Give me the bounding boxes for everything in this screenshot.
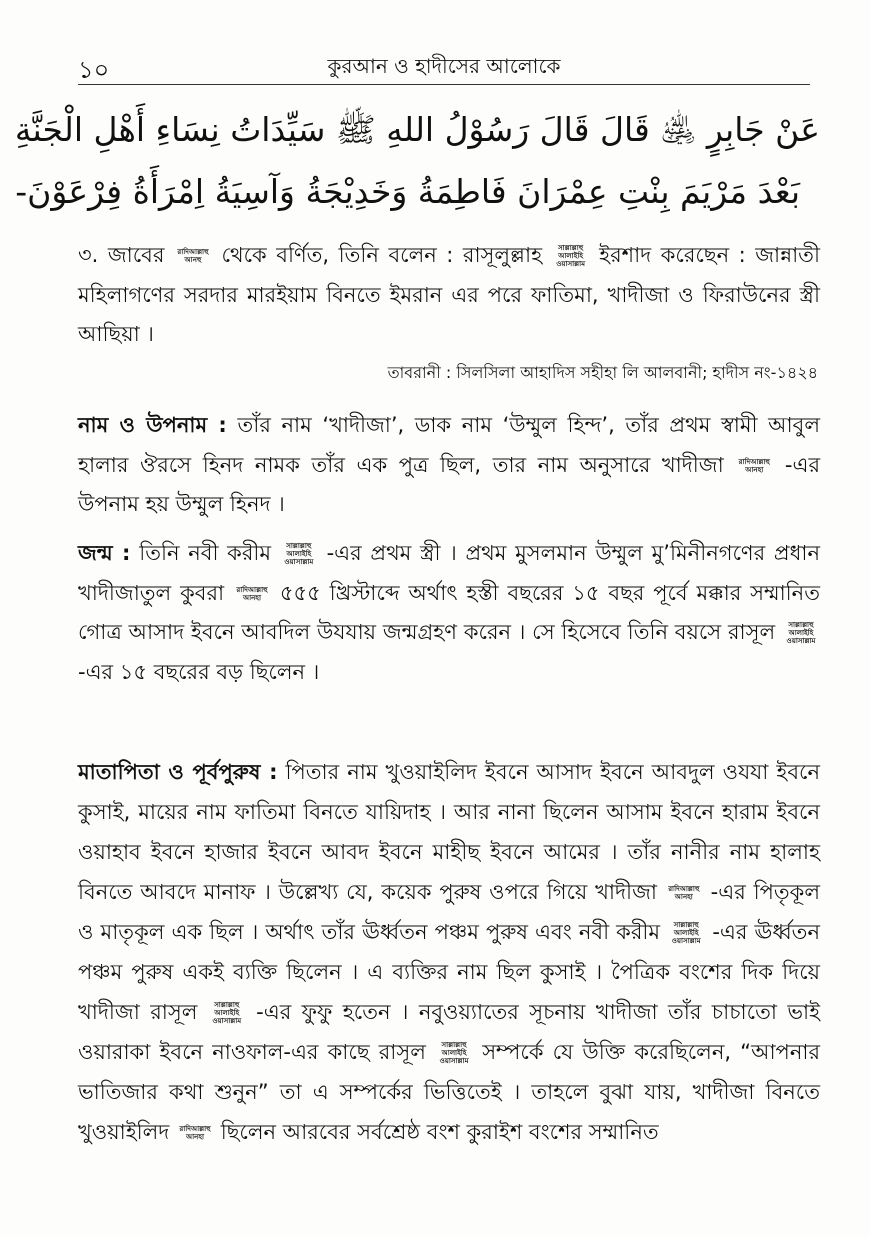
honorific-radiha: রাদিআল্লাহু আনহা: [236, 585, 268, 602]
hadith-text: ৩. জাবের: [78, 243, 165, 267]
hadith-source: তাবরানী : সিলসিলা আহাদিস সহীহা লি আলবানী; হাদীস নং-১৪২৪: [387, 363, 818, 382]
honorific-radi: রাদিআল্লাহু আনহু: [177, 248, 209, 264]
honorific-saw: সাল্লাল্লাহু আলাইহি ওয়াসাল্লাম: [786, 621, 816, 645]
honorific-radiha: রাদিআল্লাহু আনহা: [738, 457, 770, 474]
lineage-section: [78, 752, 820, 1152]
running-title: কুরআন ও হাদীসের আলোকে: [327, 54, 561, 78]
arabic-hadith-line-2: بَعْدَ مَرْيَمَ بِنْتِ عِمْرَانَ فَاطِمَةُ وَخَدِيْجَةُ وَآسِيَةُ اِمْرَأَةُ فِرْعَوْنَ-: [15, 172, 800, 211]
section-text: -এর উপনাম হয় উম্মুল হিনদ ।: [78, 452, 820, 516]
honorific-saw: সাল্লাল্লাহু আলাইহি ওয়াসাল্লাম: [284, 542, 314, 566]
name-section: [78, 406, 820, 525]
section-text: -এর ঊর্ধ্বতন পঞ্চম পুরুষ একই ব্যক্তি ছিলেন । এ ব্যক্তির নাম ছিল কুসাই । পৈত্রিক বংশের দিক দিয়ে খাদীজা রাসূল: [78, 920, 820, 1024]
honorific-radiha: রাদিআল্লাহু আনহা: [668, 885, 700, 901]
honorific-saw: সাল্লাল্লাহু আলাইহি ওয়াসাল্লাম: [212, 1001, 242, 1025]
section-text: তাঁর নাম ‘খাদীজা’, ডাক নাম ‘উম্মুল হিন্দ’, তাঁর প্রথম স্বামী আবুল হালার ঔরসে হিনদ নামক তাঁর এক পুত্র ছিল, তার নাম অনুসারে খাদীজা: [78, 413, 820, 477]
page-header: [78, 44, 810, 85]
section-text: পিতার নাম খুওয়াইলিদ ইবনে আসাদ ইবনে আবদুল ওযযা ইবনে কুসাই, মায়ের নাম ফাতিমা বিনতে যায়িদাহ । আর নানা ছিলেন আসাম ইবনে হারাম ইবনে ওয়াহাব ইবনে হাজার ইবনে আবদ ইবনে মাহীছ ইবনে আমের । তাঁর নানীর নাম হালাহ বিনতে আবদে মানাফ । উল্লেখ্য যে, কয়েক পুরুষ ওপরে গিয়ে খাদীজা: [78, 760, 820, 904]
section-text: ৫৫৫ খ্রিস্টাব্দে অর্থাৎ হস্তী বছরের ১৫ বছর পূর্বে মক্কার সম্মানিত গোত্র আসাদ ইবনে আবদিল উযযায় জন্মগ্রহণ করেন । সে হিসেবে তিনি বয়সে রাসূল: [78, 580, 820, 644]
hadith-text: থেকে বর্ণিত, তিনি বলেন : রাসূলুল্লাহ: [221, 243, 543, 267]
section-text: তিনি নবী করীম: [139, 541, 272, 565]
section-label: নাম ও উপনাম :: [78, 413, 227, 437]
page-number: ১০: [78, 56, 110, 84]
section-text: ছিলেন আরবের সর্বশ্রেষ্ঠ বংশ কুরাইশ বংশের সম্মানিত: [220, 1120, 659, 1144]
honorific-saw: সাল্লাল্লাহু আলাইহি ওয়াসাল্লাম: [671, 921, 701, 945]
honorific-saw: সাল্লাল্লাহু আলাইহি ওয়াসাল্লাম: [439, 1041, 469, 1065]
section-text: -এর ১৫ বছরের বড় ছিলেন ।: [78, 659, 320, 684]
honorific-saw: সাল্লাল্লাহু আলাইহি ওয়াসাল্লাম: [556, 244, 586, 268]
birth-section: [78, 534, 820, 692]
section-label: মাতাপিতা ও পূর্বপুরুষ :: [78, 760, 278, 784]
honorific-radiha: রাদিআল্লাহু আনহা: [179, 1125, 211, 1141]
arabic-hadith-line-1: عَنْ جَابِرٍ ﵁ قَالَ قَالَ رَسُوْلُ اللهِ ﷺ سَيِّدَاتُ نِسَاءِ أَهْلِ الْجَنَّةِ: [14, 110, 820, 149]
section-label: জন্ম :: [78, 541, 131, 565]
section-text: -এর পিতৃকূল ও মাতৃকূল এক ছিল । অর্থাৎ তাঁর ঊর্ধ্বতন পঞ্চম পুরুষ এবং নবী করীম: [78, 880, 820, 944]
section-text: -এর ফুফু হতেন । নবুওয়্যাতের সূচনায় খাদীজা তাঁর চাচাতো ভাই ওয়ারাকা ইবনে নাওফাল-এর কাছে রাসূল: [78, 1000, 820, 1064]
section-text: সম্পর্কে যে উক্তি করেছিলেন, “আপনার ভাতিজার কথা শুনুন” তা এ সম্পর্কের ভিত্তিতেই । তাহলে বুঝা যায়, খাদীজা বিনতে খুওয়াইলিদ: [78, 1040, 820, 1144]
hadith-translation: [78, 236, 820, 355]
hadith-text: ইরশাদ করেছেন : জান্নাতী মহিলাগণের সরদার মারইয়াম বিনতে ইমরান এর পরে ফাতিমা, খাদীজা ও ফিরাউনের স্ত্রী আছিয়া ।: [78, 243, 820, 346]
section-text: -এর প্রথম স্ত্রী । প্রথম মুসলমান উম্মুল মু’মিনীনগণের প্রধান খাদীজাতুল কুবরা: [78, 541, 820, 605]
